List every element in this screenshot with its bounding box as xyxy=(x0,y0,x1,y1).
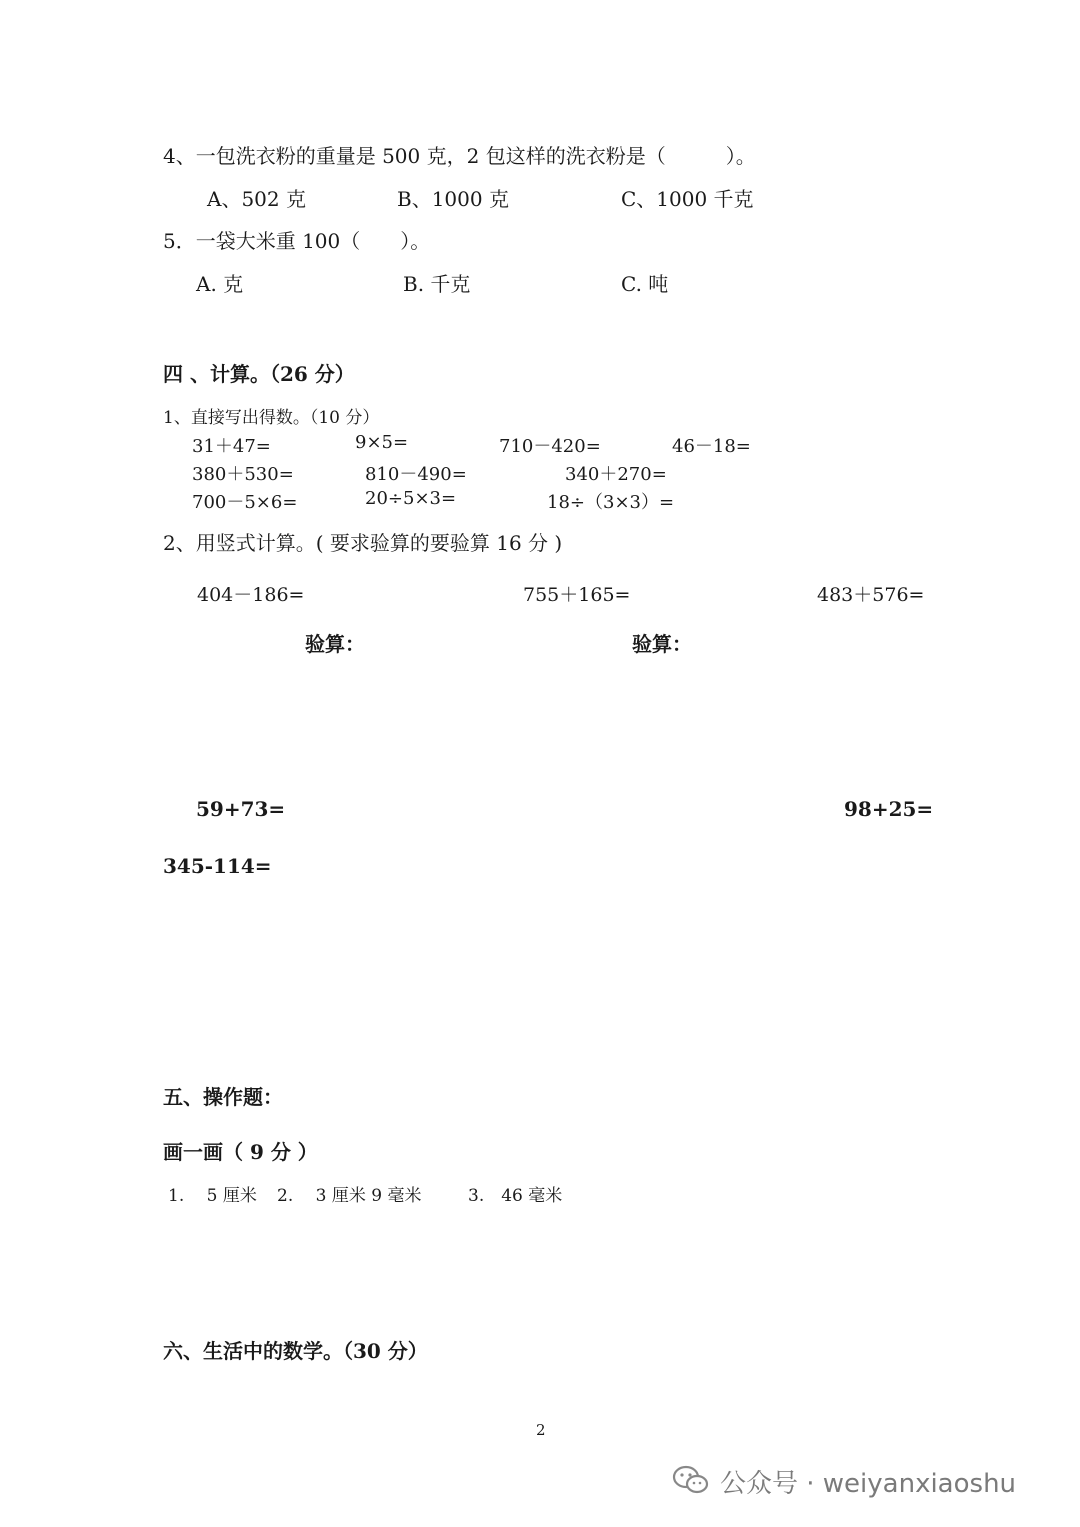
section-5-title: 五、操作题： xyxy=(163,1085,283,1109)
draw-item: 3. 46 毫米 xyxy=(468,1186,563,1206)
oral-calc-item: 20÷5×3= xyxy=(365,488,457,509)
question-5-option-a: A. 克 xyxy=(196,272,244,296)
draw-item: 1. 5 厘米 xyxy=(168,1186,257,1206)
oral-calc-item: 31＋47= xyxy=(192,436,271,457)
watermark xyxy=(672,1463,1016,1500)
vertical-calc-item: 404－186= xyxy=(197,584,305,606)
draw-item: 2. 3 厘米 9 毫米 xyxy=(277,1186,422,1206)
oral-calc-item: 380＋530= xyxy=(192,464,294,485)
watermark-text: 公众号 · weiyanxiaoshu xyxy=(720,1469,1017,1499)
section-6-title: 六、生活中的数学。（30 分） xyxy=(163,1339,428,1363)
section-4-sub2: 2、用竖式计算。( 要求验算的要验算 16 分 ) xyxy=(163,531,563,555)
oral-calc-item: 710－420= xyxy=(499,436,601,457)
question-5-text: 5．一袋大米重 100（ ）。 xyxy=(163,229,431,253)
oral-calc-item: 9×5= xyxy=(355,432,409,453)
vertical-calc-item: 755＋165= xyxy=(523,584,631,606)
section-4-sub1: 1、直接写出得数。（10 分） xyxy=(163,408,380,428)
vertical-calc-item: 59+73= xyxy=(196,797,286,821)
question-5-option-c: C. 吨 xyxy=(621,272,669,296)
oral-calc-item: 810－490= xyxy=(365,464,467,485)
oral-calc-item: 46－18= xyxy=(672,436,751,457)
page-number: 2 xyxy=(536,1421,546,1439)
oral-calc-item: 340＋270= xyxy=(565,464,667,485)
vertical-calc-item: 345-114= xyxy=(163,854,272,878)
wechat-icon xyxy=(672,1465,710,1499)
question-4-option-c: C、1000 千克 xyxy=(621,187,754,211)
question-4-option-b: B、1000 克 xyxy=(397,187,509,211)
question-4-text: 4、一包洗衣粉的重量是 500 克，2 包这样的洗衣粉是（ ）。 xyxy=(163,144,756,168)
section-4-title: 四 、计算。（26 分） xyxy=(163,362,355,386)
question-4-option-a: A、502 克 xyxy=(207,187,306,211)
question-5-option-b: B. 千克 xyxy=(403,272,471,296)
check-label: 验算： xyxy=(305,632,365,656)
draw-title: 画一画（ 9 分 ） xyxy=(163,1140,318,1164)
oral-calc-item: 18÷（3×3）= xyxy=(547,492,675,513)
oral-calc-item: 700－5×6= xyxy=(192,492,298,513)
vertical-calc-item: 98+25= xyxy=(844,797,934,821)
vertical-calc-item: 483＋576= xyxy=(817,584,925,606)
check-label: 验算： xyxy=(632,632,692,656)
